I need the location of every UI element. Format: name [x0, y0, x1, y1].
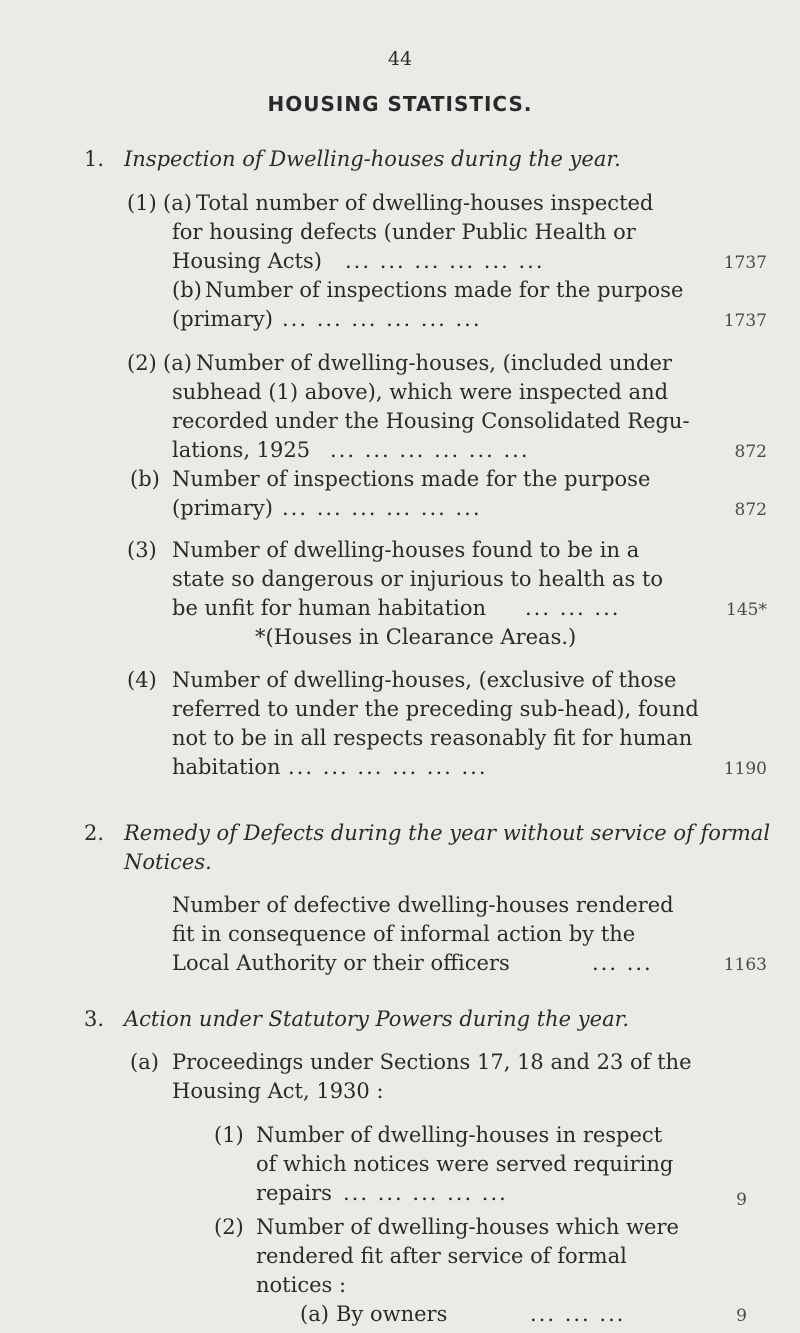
item-3-value: 145* [726, 600, 767, 620]
item-2b-label: (b) [130, 467, 160, 491]
section-2-line: Number of defective dwelling-houses rendered [172, 893, 674, 917]
section-3a-line: Proceedings under Sections 17, 18 and 23 of the [172, 1050, 692, 1074]
sub-2a-text: By owners [336, 1302, 448, 1326]
item-1b-label: (b) [172, 278, 202, 302]
leader-dots: ... ... ... ... ... ... [345, 249, 545, 273]
item-4-value: 1190 [723, 759, 767, 779]
item-3-line: be unfit for human habitation [172, 596, 487, 620]
item-4-line: referred to under the preceding sub-head), found [172, 697, 699, 721]
item-2a-label: (a) [163, 351, 192, 375]
item-2a-line: Number of dwelling-houses, (included under [196, 351, 672, 375]
leader-dots: ... ... ... [530, 1302, 626, 1326]
item-1a-line: Housing Acts) [172, 249, 322, 273]
item-1a-value: 1737 [723, 253, 767, 273]
leader-dots: ... ... ... ... ... ... [282, 307, 482, 331]
item-4-label: (4) [127, 668, 157, 692]
sub-2a-value: 9 [736, 1306, 747, 1326]
item-1a-line: for housing defects (under Public Health or [172, 220, 636, 244]
item-1-label: (1) [127, 191, 157, 215]
leader-dots: ... ... ... [525, 596, 621, 620]
item-3-label: (3) [127, 538, 157, 562]
item-2a-line: subhead (1) above), which were inspected and [172, 380, 669, 404]
section-3-heading: Action under Statutory Powers during the year. [124, 1007, 629, 1031]
item-4-line: Number of dwelling-houses, (exclusive of those [172, 668, 677, 692]
section-2-line: fit in consequence of informal action by the [172, 922, 636, 946]
leader-dots: ... ... ... ... ... ... [288, 755, 488, 779]
item-4-line: habitation [172, 755, 281, 779]
sub-2a-label: (a) [300, 1302, 329, 1326]
sub-2-line: notices : [256, 1273, 347, 1297]
item-1a-label: (a) [163, 191, 192, 215]
item-2b-value: 872 [734, 500, 767, 520]
item-2b-line: (primary) [172, 496, 273, 520]
item-1b-line: Number of inspections made for the purpose [205, 278, 684, 302]
section-3a-label: (a) [130, 1050, 159, 1074]
section-2-line: Local Authority or their officers [172, 951, 510, 975]
section-2-heading: Remedy of Defects during the year without service of formal [124, 821, 771, 845]
sub-1-value: 9 [736, 1190, 747, 1210]
sub-1-line: Number of dwelling-houses in respect [256, 1123, 663, 1147]
section-3-number: 3. [84, 1007, 105, 1031]
item-4-line: not to be in all respects reasonably fit for human [172, 726, 693, 750]
item-2a-line: lations, 1925 [172, 438, 311, 462]
item-1a-line: Total number of dwelling-houses inspected [196, 191, 654, 215]
item-3-note: *(Houses in Clearance Areas.) [255, 625, 577, 649]
section-2-value: 1163 [723, 955, 767, 975]
item-2-label: (2) [127, 351, 157, 375]
section-3a-line: Housing Act, 1930 : [172, 1079, 384, 1103]
section-1-heading: Inspection of Dwelling-houses during the year. [124, 147, 621, 171]
sub-2-label: (2) [214, 1215, 244, 1239]
section-2-heading: Notices. [124, 850, 212, 874]
item-1b-line: (primary) [172, 307, 273, 331]
item-2a-line: recorded under the Housing Consolidated Regu- [172, 409, 690, 433]
sub-2-line: rendered fit after service of formal [256, 1244, 627, 1268]
sub-1-label: (1) [214, 1123, 244, 1147]
leader-dots: ... ... ... ... ... [343, 1181, 508, 1205]
sub-2-line: Number of dwelling-houses which were [256, 1215, 679, 1239]
item-1b-value: 1737 [723, 311, 767, 331]
section-2-number: 2. [84, 821, 105, 845]
leader-dots: ... ... [592, 951, 653, 975]
item-3-line: Number of dwelling-houses found to be in a [172, 538, 640, 562]
sub-1-line: repairs [256, 1181, 332, 1205]
page-number: 44 [387, 48, 413, 70]
section-1-number: 1. [84, 147, 105, 171]
item-2b-line: Number of inspections made for the purpose [172, 467, 651, 491]
leader-dots: ... ... ... ... ... ... [330, 438, 530, 462]
item-2a-value: 872 [734, 442, 767, 462]
page-title: HOUSING STATISTICS. [267, 92, 533, 116]
item-3-line: state so dangerous or injurious to health as to [172, 567, 664, 591]
sub-1-line: of which notices were served requiring [256, 1152, 674, 1176]
leader-dots: ... ... ... ... ... ... [282, 496, 482, 520]
